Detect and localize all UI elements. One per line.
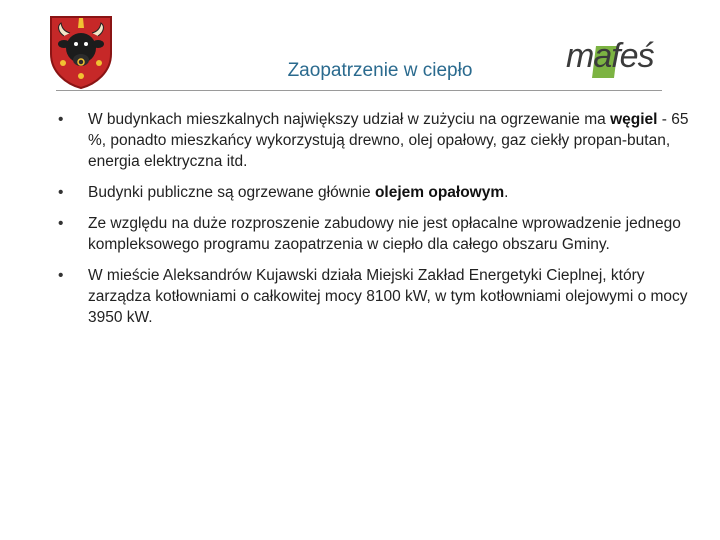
bullet-marker-icon: • xyxy=(58,215,64,232)
page-title: Zaopatrzenie w ciepło xyxy=(287,60,473,81)
bullet-item-coal xyxy=(58,109,700,172)
bullet-item-dispersed-buildings xyxy=(58,213,700,255)
bullet-text: W mieście Aleksandrów Kujawski działa Miejski Zakład Energetyki Cieplnej, który zarządza kotłowniami o całkowitej mocy 8100 kW, w tym kotłowniami olejowymi o mocy 3950 kW. xyxy=(88,267,688,326)
bullet-text-tail: - 65 %, ponadto mieszkańcy wykorzystują drewno, olej opałowy, gaz ciekły propan-butan, energia elektryczna itd. xyxy=(88,111,689,170)
bullet-text-tail: . xyxy=(504,184,509,201)
crest-shield-icon xyxy=(48,14,114,90)
logo-text: mafeś xyxy=(566,37,654,75)
bullet-item-public-buildings xyxy=(58,182,700,203)
bullet-marker-icon: • xyxy=(58,111,64,128)
mafes-logo xyxy=(566,36,676,86)
bullet-emphasis: węgiel xyxy=(610,111,658,128)
bullet-list xyxy=(58,109,700,338)
coat-of-arms-logo xyxy=(48,14,114,90)
bullet-marker-icon: • xyxy=(58,184,64,201)
bullet-text: Ze względu na duże rozproszenie zabudowy nie jest opłacalne wprowadzenie jednego kompleksowego programu zaopatrzenia w ciepło dla całego obszaru Gminy. xyxy=(88,215,681,253)
bullet-item-district-heating xyxy=(58,265,700,328)
bullet-emphasis: olejem opałowym xyxy=(374,184,505,201)
bullet-text: Budynki publiczne są ogrzewane głównie xyxy=(88,184,375,201)
header-divider xyxy=(56,90,662,91)
bullet-marker-icon: • xyxy=(58,267,64,284)
bullet-text: W budynkach mieszkalnych największy udział w zużyciu na ogrzewanie ma xyxy=(88,111,611,128)
